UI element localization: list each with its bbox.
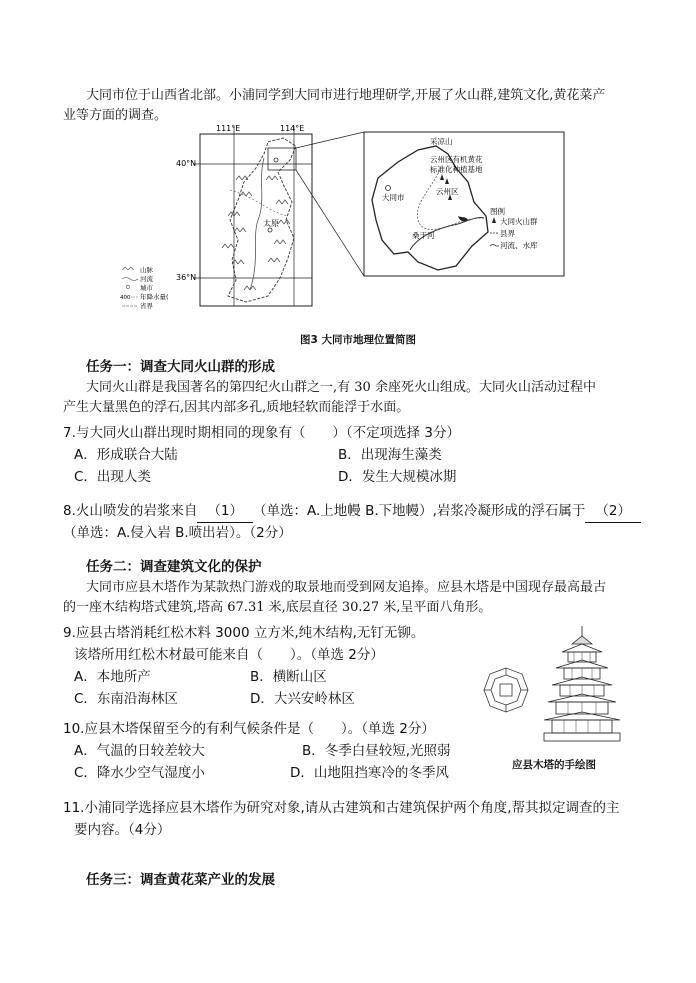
q9-option-a[interactable]: A．本地所产 (74, 669, 151, 685)
intro-line-1: 大同市位于山西省北部。小浦同学到大同市进行地理研学,开展了火山群,建筑文化,黄花菜产 (86, 88, 606, 103)
taiyuan-label: 太原 (263, 219, 279, 228)
q7-option-a[interactable]: A．形成联合大陆 (74, 447, 178, 463)
legend-river: 河流 (140, 275, 153, 283)
legend-province-border: 省界 (140, 302, 153, 310)
lat-label-40: 40°N (176, 159, 197, 168)
inset-legend-county: 县界 (500, 229, 515, 238)
q11-line-1: 11.小浦同学选择应县木塔作为研究对象,请从古建筑和古建筑保护两个角度,帮其拟定调查的主 (63, 800, 620, 816)
map-caption: 图3 大同市地理位置简图 (300, 334, 416, 346)
q7-option-b[interactable]: B．出现海生藻类 (338, 447, 442, 463)
legend-isohyet: 年降水量( (140, 293, 169, 301)
q8-part-2: （单选：A.上地幔 B.下地幔）,岩浆冷凝形成的浮石属于 (252, 503, 586, 519)
task1-title: 任务一：调查大同火山群的形成 (86, 359, 275, 375)
connector-bottom (296, 170, 364, 276)
sangganhe-label: 桑干河 (412, 231, 435, 240)
isohyet-line (230, 190, 288, 216)
pagoda-elevation (544, 626, 620, 741)
map-legend (120, 265, 169, 310)
q9-option-d[interactable]: D．大兴安岭林区 (250, 691, 355, 707)
lon-label-111: 111°E (216, 124, 241, 133)
location-map (118, 120, 638, 320)
q10-option-a[interactable]: A．气温的日较差较大 (74, 743, 205, 759)
q9-stem-1: 9.应县古塔消耗红松木料 3000 立方米,纯木结构,无钉无铆。 (63, 625, 425, 641)
river-line (250, 158, 264, 290)
inset-legend-river: 河流、水库 (500, 241, 538, 250)
q7-stem: 7.与大同火山群出现时期相同的现象有（ ）（不定项选择 3分） (63, 425, 461, 441)
q10-stem: 10.应县木塔保留至今的有利气候条件是（ ）。（单选 2分） (63, 721, 435, 737)
q9-stem-2: 该塔所用红松木材最可能来自（ ）。（单选 2分） (74, 647, 384, 663)
task2-title: 任务二：调查建筑文化的保护 (86, 559, 262, 575)
shanxi-map (120, 124, 364, 310)
pagoda-caption: 应县木塔的手绘图 (512, 759, 596, 771)
pagoda-plan (484, 668, 528, 712)
q8-blank-2[interactable]: （2） (585, 500, 641, 523)
q8-line-2: （单选：A.侵入岩 B.喷出岩）。（2分） (63, 525, 292, 541)
task2-para-1: 大同市应县木塔作为某款热门游戏的取景地而受到网友追捧。应县木塔是中国现存最高最古 (86, 580, 607, 595)
inset-legend-volcano: 大同火山群 (500, 217, 538, 226)
q8-line-1 (63, 500, 641, 523)
q10-option-d[interactable]: D．山地阻挡寒冷的冬季风 (290, 765, 449, 781)
task2-para-2: 的一座木结构塔式建筑,塔高 67.31 米,底层直径 30.27 米,呈平面八角形。 (63, 600, 492, 615)
inset-frame-marker (268, 148, 296, 170)
q7-option-d[interactable]: D．发生大规模冰期 (338, 469, 457, 485)
q8-part-1: 8.火山喷发的岩浆来自 (63, 503, 198, 519)
q11-line-2: 要内容。（4分） (74, 822, 171, 838)
q9-option-c[interactable]: C．东南沿海林区 (74, 691, 178, 707)
inset-legend-title: 图例 (490, 207, 505, 216)
base-label-1: 云州区有机黄花 (430, 155, 483, 164)
q10-option-b[interactable]: B．冬季白昼较短,光照弱 (302, 743, 451, 759)
caiLiangShan-label: 采凉山 (430, 137, 453, 146)
intro-line-2: 业等方面的调查。 (63, 108, 168, 123)
province-border (228, 138, 296, 302)
q7-option-c[interactable]: C．出现人类 (74, 469, 151, 485)
task1-para-1: 大同火山群是我国著名的第四纪火山群之一,有 30 余座死火山组成。大同火山活动过程中 (86, 380, 596, 395)
q8-blank-1[interactable]: （1） (197, 500, 253, 523)
pagoda-drawing (478, 624, 638, 754)
datong-city-dot (386, 186, 391, 191)
inset-map (364, 132, 564, 276)
q10-option-c[interactable]: C．降水少空气湿度小 (74, 765, 205, 781)
datong-dot (274, 158, 278, 162)
q9-option-b[interactable]: B．横断山区 (250, 669, 327, 685)
legend-mountain: 山脉 (140, 266, 153, 274)
legend-isohyet-value: 400 (120, 295, 131, 301)
legend-city: 城市 (140, 284, 153, 292)
yunzhou-label: 云州区 (436, 187, 459, 196)
datong-label: 大同市 (382, 193, 405, 202)
base-label-2: 标准化种植基地 (430, 165, 483, 174)
lat-label-36: 36°N (176, 273, 197, 282)
taiyuan-dot (268, 228, 272, 232)
task1-para-2: 产生大量黑色的浮石,因其内部多孔,质地轻软而能浮于水面。 (63, 400, 410, 415)
task3-title: 任务三：调查黄花菜产业的发展 (86, 872, 275, 888)
lon-label-114: 114°E (280, 124, 305, 133)
